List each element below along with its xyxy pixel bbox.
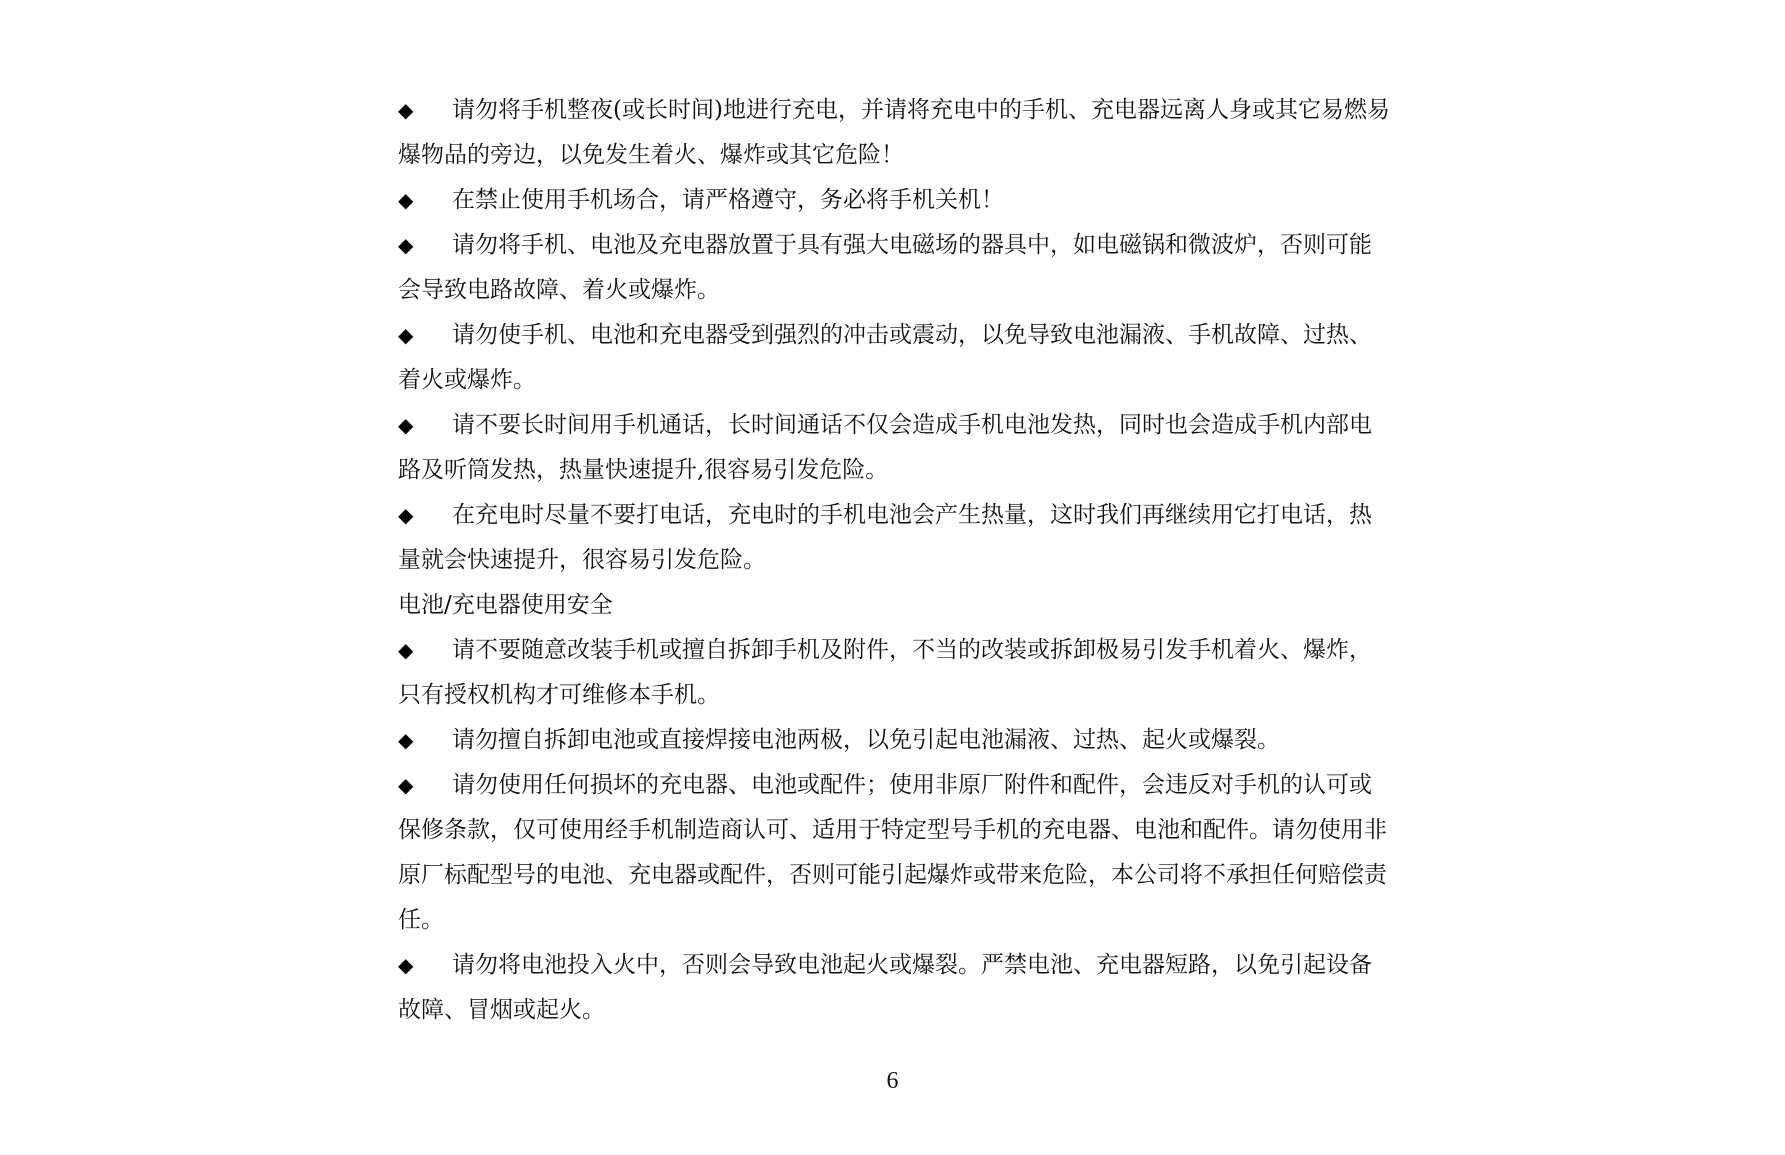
list-item: [398, 178, 1394, 223]
bullet-diamond-icon: ◆: [398, 98, 414, 122]
list-item: [398, 943, 1394, 1033]
section-heading: 电池/充电器使用安全: [398, 592, 613, 618]
document-body: [398, 88, 1394, 1033]
list-item: [398, 403, 1394, 493]
paragraph-text: 请勿使手机、电池和充电器受到强烈的冲击或震动，以免导致电池漏液、手机故障、过热、着火或爆炸。: [398, 322, 1372, 393]
paragraph-text: 请勿使用任何损坏的充电器、电池或配件；使用非原厂附件和配件，会违反对手机的认可或保修条款，仅可使用经手机制造商认可、适用于特定型号手机的充电器、电池和配件。请勿使用非原厂标配型号的电池、充电器或配件，否则可能引起爆炸或带来危险，本公司将不承担任何赔偿责任。: [398, 772, 1387, 933]
bullet-diamond-icon: ◆: [398, 413, 414, 437]
bullet-diamond-icon: ◆: [398, 773, 414, 797]
paragraph-text: 请不要随意改装手机或擅自拆卸手机及附件，不当的改装或拆卸极易引发手机着火、爆炸，只有授权机构才可维修本手机。: [398, 637, 1372, 708]
bullet-diamond-icon: ◆: [398, 233, 414, 257]
list-item: [398, 718, 1394, 763]
paragraph-text: 在禁止使用手机场合，请严格遵守，务必将手机关机！: [452, 187, 1004, 213]
paragraph-text: 请勿将电池投入火中，否则会导致电池起火或爆裂。严禁电池、充电器短路，以免引起设备故障、冒烟或起火。: [398, 952, 1372, 1023]
bullet-diamond-icon: ◆: [398, 503, 414, 527]
list-item: [398, 763, 1394, 943]
bullet-diamond-icon: ◆: [398, 953, 414, 977]
bullet-diamond-icon: ◆: [398, 638, 414, 662]
paragraph-text: 请勿将手机、电池及充电器放置于具有强大电磁场的器具中，如电磁锅和微波炉，否则可能会导致电路故障、着火或爆炸。: [398, 232, 1372, 303]
list-item: [398, 628, 1394, 718]
page-number: 6: [886, 1068, 899, 1094]
paragraph-text: 在充电时尽量不要打电话，充电时的手机电池会产生热量，这时我们再继续用它打电话，热量就会快速提升，很容易引发危险。: [398, 502, 1372, 573]
list-item: [398, 88, 1394, 178]
list-item: [398, 493, 1394, 583]
paragraph-text: 请勿将手机整夜(或长时间)地进行充电，并请将充电中的手机、充电器远离人身或其它易燃易爆物品的旁边，以免发生着火、爆炸或其它危险！: [398, 97, 1390, 168]
paragraph-text: 请不要长时间用手机通话，长时间通话不仅会造成手机电池发热，同时也会造成手机内部电路及听筒发热，热量快速提升,很容易引发危险。: [398, 412, 1372, 483]
bullet-diamond-icon: ◆: [398, 188, 414, 212]
paragraph-text: 请勿擅自拆卸电池或直接焊接电池两极，以免引起电池漏液、过热、起火或爆裂。: [452, 727, 1280, 753]
list-item: [398, 313, 1394, 403]
bullet-diamond-icon: ◆: [398, 728, 414, 752]
list-item: [398, 223, 1394, 313]
bullet-diamond-icon: ◆: [398, 323, 414, 347]
